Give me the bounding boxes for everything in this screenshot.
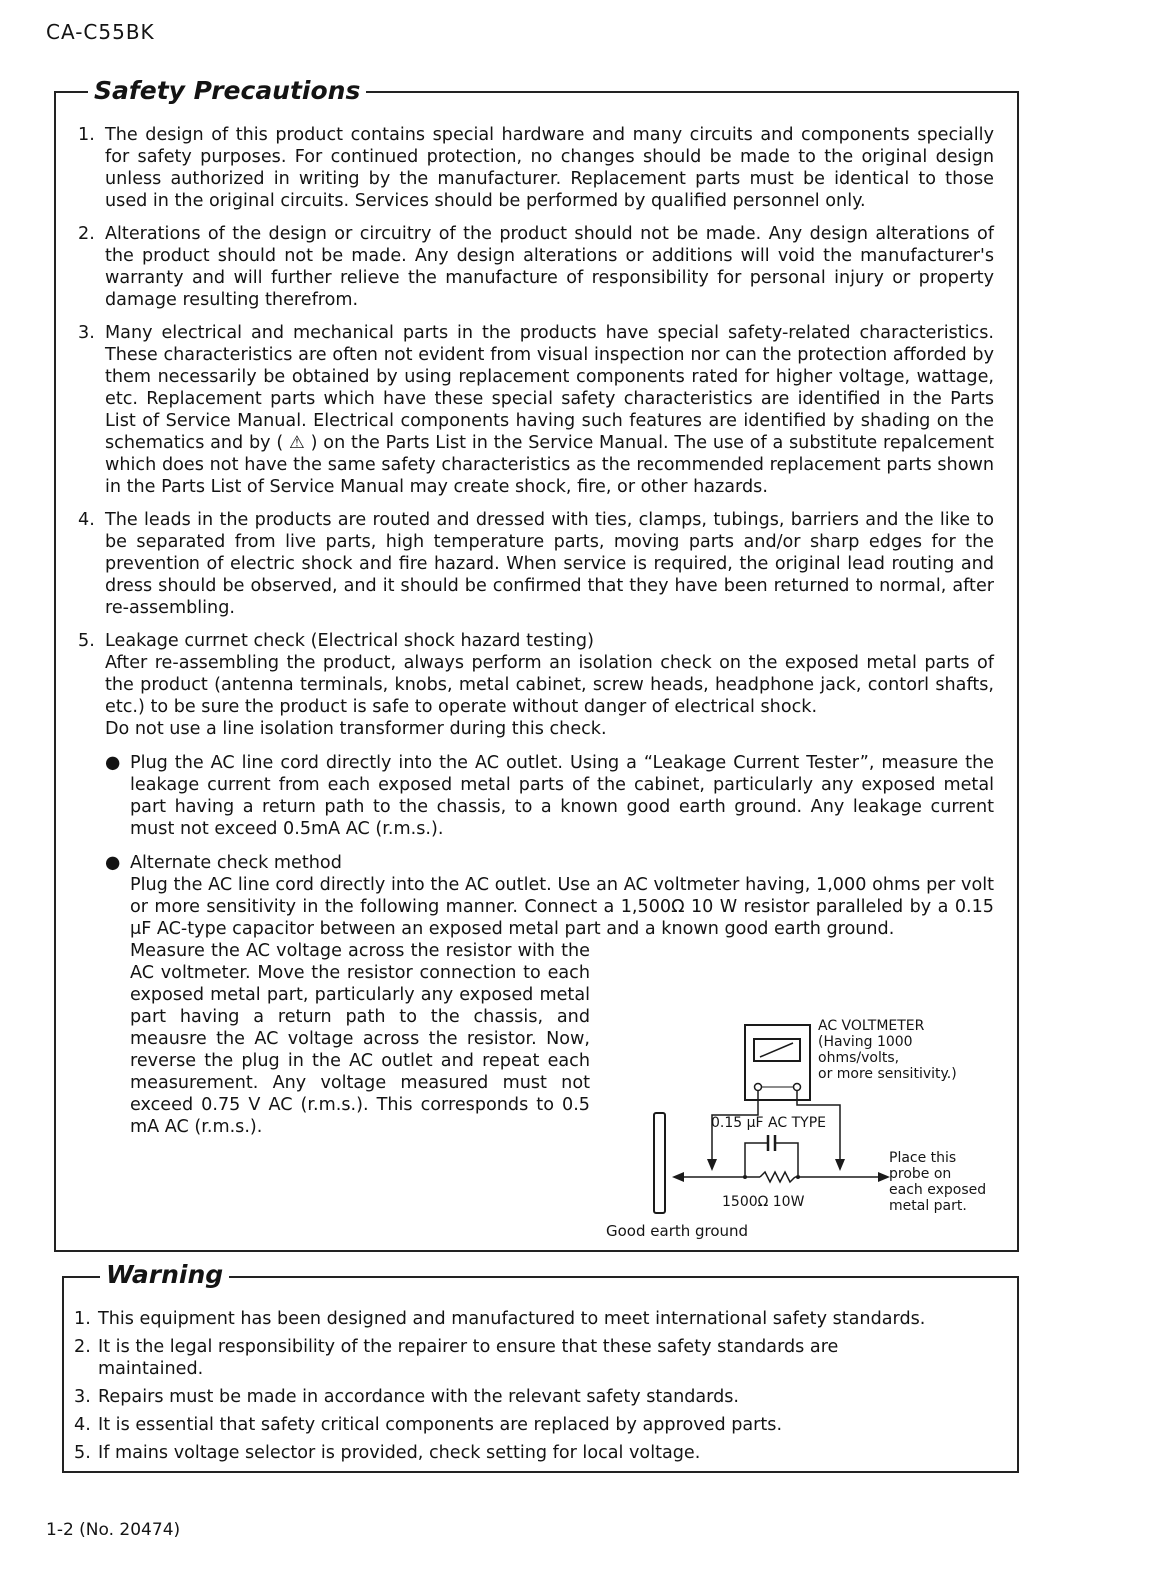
- item-paragraph: Do not use a line isolation transformer during this check.: [105, 719, 607, 739]
- list-item: [78, 509, 994, 619]
- list-item: [74, 1336, 918, 1380]
- item-text: The design of this product contains special hardware and many circuits and components specially for safety purposes. For continued protection, no changes should be made to the original design unless authorized in writing by the manufacturer. Replacement parts must be identical to those used in the original circuits. Services should be performed by qualified personnel only.: [105, 125, 994, 211]
- bullet-text: Plug the AC line cord directly into the AC outlet. Use an AC voltmeter having, 1,000 ohms per volt or more sensitivity in the following manner. Connect a 1,500Ω 10 W resistor paralleled by a 0.15 μF AC-type capacitor between an exposed metal part and a known good earth ground.: [130, 875, 994, 939]
- item-text: It is the legal responsibility of the repairer to ensure that these safety standards are maintained.: [98, 1337, 839, 1379]
- model-number: CA-C55BK: [46, 20, 155, 44]
- list-item: [74, 1386, 1004, 1408]
- list-item: [78, 223, 994, 311]
- item-paragraph: After re-assembling the product, always perform an isolation check on the exposed metal parts of the product (antenna terminals, knobs, metal cabinet, screw heads, headphone jack, contorl shafts, etc.) to be sure the product is safe to operate without danger of electrical shock.: [105, 653, 994, 717]
- item-text: Repairs must be made in accordance with the relevant safety standards.: [98, 1387, 740, 1407]
- list-item: [74, 1414, 1004, 1436]
- warning-list: [74, 1308, 1004, 1470]
- item-number: 3.: [78, 323, 95, 343]
- page-footer: 1-2 (No. 20474): [46, 1520, 181, 1540]
- item-number: 5.: [78, 631, 95, 651]
- safety-list: [78, 124, 994, 1149]
- resistor-label: 1500Ω 10W: [722, 1194, 805, 1210]
- item-text: It is essential that safety critical components are replaced by approved parts.: [98, 1415, 783, 1435]
- bullet-text: Plug the AC line cord directly into the AC outlet. Using a “Leakage Current Tester”, measure the leakage current from each exposed metal parts of the cabinet, particularly any exposed metal part having a return path to the chassis, to a known good earth ground. Any leakage current must not exceed 0.5mA AC (r.m.s.).: [130, 753, 994, 839]
- item-text: Many electrical and mechanical parts in the products have special safety-related characteristics. These characteristics are often not evident from visual inspection nor can the protection afforded by them necessarily be obtained by using replacement components rated for higher voltage, wattage, etc. Replacement parts which have these special safety characteristics are identified in the Parts List of Service Manual. Electrical components having such features are identified by shading on the schematics and by ( ⚠ ) on the Parts List in the Service Manual. The use of a substitute repalcement which does not have the same safety characteristics as the recommended replacement parts shown in the Parts List of Service Manual may create shock, fire, or other hazards.: [105, 323, 994, 497]
- item-number: 4.: [74, 1415, 91, 1435]
- item-text: If mains voltage selector is provided, check setting for local voltage.: [98, 1443, 701, 1463]
- bullet-dot-icon: ●: [105, 753, 121, 773]
- item-heading: Leakage currnet check (Electrical shock hazard testing): [105, 631, 594, 651]
- item-number: 2.: [74, 1337, 91, 1357]
- probe-label: Place this probe on each exposed metal part.: [889, 1150, 987, 1214]
- capacitor-label: 0.15 μF AC TYPE: [711, 1115, 826, 1131]
- bullet-column-text: Measure the AC voltage across the resistor with the AC voltmeter. Move the resistor connection to each exposed metal part, particularly any exposed metal part having a return path to the chassis, and meausre the AC voltage across the resistor. Now, reverse the plug in the AC outlet and repeat each measurement. Any voltage measured must not exceed 0.75 V AC (r.m.s.). This corresponds to 0.5 mA AC (r.m.s.).: [130, 941, 590, 1137]
- resistor-icon: [760, 1172, 795, 1182]
- list-item: [74, 1442, 1004, 1464]
- voltmeter-terminal-left: [755, 1084, 762, 1091]
- ground-label: Good earth ground: [606, 1222, 749, 1240]
- bullet-dot-icon: ●: [105, 853, 121, 873]
- earth-ground-icon: [654, 1113, 665, 1213]
- list-item: [74, 1308, 1004, 1330]
- item-number: 2.: [78, 224, 95, 244]
- list-item: [78, 322, 994, 498]
- warning-title: Warning: [100, 1258, 229, 1292]
- item-number: 1.: [78, 125, 95, 145]
- voltmeter-terminal-right: [794, 1084, 801, 1091]
- bullet-title: Alternate check method: [130, 853, 342, 873]
- safety-precautions-title: Safety Precautions: [88, 74, 366, 108]
- item-text: The leads in the products are routed and dressed with ties, clamps, tubings, barriers and the like to be separated from live parts, high temperature parts, moving parts and/or sharp edges for the prevention of electric shock and fire hazard. When service is required, the original lead routing and dress should be observed, and it should be confirmed that they have been returned to normal, after re-assembling.: [105, 510, 994, 618]
- bullet-item: [105, 752, 994, 840]
- item-number: 1.: [74, 1309, 91, 1329]
- voltmeter-label: AC VOLTMETER (Having 1000 ohms/volts, or more sensitivity.): [818, 1018, 957, 1082]
- item-number: 5.: [74, 1443, 91, 1463]
- item-number: 3.: [74, 1387, 91, 1407]
- list-item: [78, 124, 994, 212]
- item-number: 4.: [78, 510, 95, 530]
- item-text: This equipment has been designed and manufactured to meet international safety standards.: [98, 1309, 926, 1329]
- item-text: Alterations of the design or circuitry of the product should not be made. Any design alterations of the product should not be made. Any design alterations or additions will void the manufacturer's warranty and will further relieve the manufacture of responsibility for personal injury or property damage resulting therefrom.: [105, 224, 994, 310]
